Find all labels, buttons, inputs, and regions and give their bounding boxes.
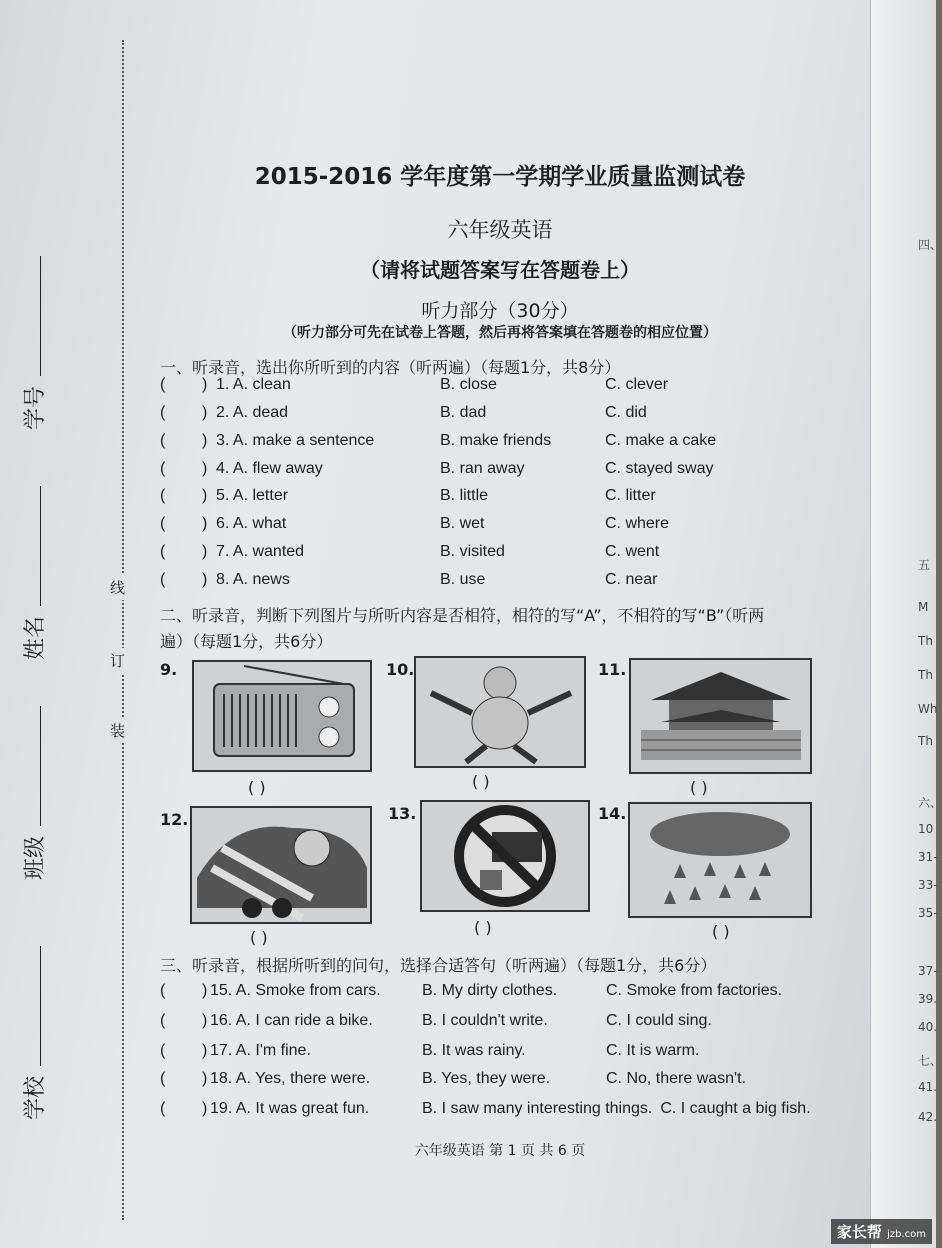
answer-blank[interactable]: (	[160, 487, 166, 504]
option-a: 17. A. I'm fine.	[210, 1042, 311, 1059]
option-c: C. I could sing.	[606, 1012, 712, 1029]
rain-cloud-icon	[628, 802, 812, 918]
name-blank[interactable]	[27, 486, 41, 606]
answer-blank[interactable]: (	[160, 1012, 166, 1029]
next-page-fragment: 33-	[918, 878, 938, 892]
option-a: 4. A. flew away	[216, 460, 323, 477]
option-b: B. dad	[440, 404, 487, 421]
picture-number: 14.	[598, 804, 627, 823]
next-page-fragment: 五	[918, 558, 931, 572]
next-page-fragment: Th	[918, 734, 933, 748]
answer-blank[interactable]: ( )	[712, 922, 730, 941]
question-row	[160, 404, 655, 422]
option-c: C. went	[605, 543, 660, 560]
question-row	[160, 1012, 720, 1030]
answer-blank-close: )	[202, 1100, 208, 1117]
page-footer: 六年级英语 第 1 页 共 6 页	[414, 1143, 586, 1159]
option-a: 16. A. I can ride a bike.	[210, 1012, 373, 1029]
question-row	[160, 515, 677, 533]
option-b: B. It was rainy.	[422, 1042, 526, 1059]
watermark-site: jzb.com	[887, 1229, 926, 1240]
answer-blank-close: )	[202, 404, 208, 421]
binding-mark: 线	[110, 575, 125, 600]
no-littering-icon	[420, 800, 590, 912]
answer-blank-close: )	[202, 515, 208, 532]
question-row	[160, 460, 721, 478]
student-id-blank[interactable]	[27, 256, 41, 376]
answer-blank[interactable]: ( )	[472, 772, 490, 791]
watermark-brand: 家长帮	[836, 1223, 882, 1241]
answer-blank[interactable]: (	[160, 376, 166, 393]
next-page-fragment: Th	[918, 668, 933, 682]
next-page-fragment: Wh	[918, 702, 938, 716]
answer-blank-close: )	[202, 432, 208, 449]
radio-icon	[192, 660, 372, 772]
answer-blank[interactable]: ( )	[690, 778, 708, 797]
option-c: C. stayed sway	[605, 460, 714, 477]
question-row	[160, 571, 665, 589]
next-page-fragment: 42.	[918, 1110, 938, 1124]
part-title: 听力部分（30分）	[421, 300, 579, 322]
answer-blank[interactable]: (	[160, 1100, 166, 1117]
binding-mark: 装	[110, 718, 125, 743]
answer-blank[interactable]: (	[160, 460, 166, 477]
class-label: 班级	[23, 835, 48, 880]
answer-blank[interactable]: (	[160, 571, 166, 588]
option-b: B. I saw many interesting things.	[422, 1100, 653, 1117]
option-b: B. I couldn't write.	[422, 1012, 548, 1029]
option-a: 19. A. It was great fun.	[210, 1100, 370, 1117]
next-page-fragment: 六、	[918, 796, 942, 810]
next-page-fragment: 31-	[918, 850, 938, 864]
answer-blank-close: )	[202, 571, 208, 588]
option-a: 2. A. dead	[216, 404, 289, 421]
picture-number: 13.	[388, 804, 417, 823]
answer-blank[interactable]: ( )	[248, 778, 266, 797]
picture-number: 12.	[160, 810, 189, 829]
option-c: C. It is warm.	[606, 1042, 700, 1059]
question-row	[160, 1070, 754, 1088]
section3-heading: 三、听录音，根据所听到的问句，选择合适答句（听两遍）（每题1分，共6分）	[160, 956, 717, 975]
answer-blank[interactable]: (	[160, 982, 166, 999]
question-row	[160, 982, 790, 1000]
option-b: B. close	[440, 376, 497, 393]
picture-number: 9.	[160, 660, 178, 679]
question-row	[160, 1042, 707, 1060]
option-a: 6. A. what	[216, 515, 287, 532]
next-page-fragment: 39.	[918, 992, 938, 1006]
swimmer-icon	[414, 656, 586, 768]
option-c: C. I caught a big fish.	[660, 1100, 811, 1117]
exam-title: 2015-2016 学年度第一学期学业质量监测试卷	[254, 164, 746, 190]
next-page-fragment: 10	[918, 822, 934, 836]
option-c: C. near	[605, 571, 658, 588]
option-b: B. Yes, they were.	[422, 1070, 551, 1087]
class-blank[interactable]	[27, 706, 41, 826]
subject-title: 六年级英语	[447, 218, 553, 242]
answer-blank-close: )	[202, 376, 208, 393]
answer-blank-close: )	[202, 460, 208, 477]
next-page-fragment: 七、	[918, 1054, 942, 1068]
answer-blank-close: )	[202, 1070, 208, 1087]
student-id-label: 学号	[23, 385, 48, 430]
next-page-fragment: 41.	[918, 1080, 938, 1094]
next-page-fragment: 四、	[918, 238, 942, 252]
school-label: 学校	[23, 1075, 48, 1120]
question-row	[160, 376, 676, 394]
name-field[interactable]	[18, 486, 49, 660]
answer-blank[interactable]: ( )	[250, 928, 268, 947]
answer-blank[interactable]: (	[160, 515, 166, 532]
option-b: B. use	[440, 571, 486, 588]
picture-number: 11.	[598, 660, 627, 679]
option-c: C. clever	[605, 376, 669, 393]
section1-heading: 一、听录音，选出你所听到的内容（听两遍）（每题1分，共8分）	[160, 358, 621, 377]
option-c: C. No, there wasn't.	[606, 1070, 746, 1087]
part-note: （听力部分可先在试卷上答题，然后再将答案填在答题卷的相应位置）	[283, 325, 717, 341]
binding-dotted-line	[122, 40, 124, 1220]
school-blank[interactable]	[27, 946, 41, 1066]
option-a: 8. A. news	[216, 571, 290, 588]
next-page-fragment: 40.	[918, 1020, 938, 1034]
section2-heading: 二、听录音，判断下列图片与所听内容是否相符，相符的写“A”，不相符的写“B”（听两	[160, 606, 765, 625]
option-c: C. Smoke from factories.	[606, 982, 783, 999]
option-a: 18. A. Yes, there were.	[210, 1070, 371, 1087]
option-a: 15. A. Smoke from cars.	[210, 982, 381, 999]
option-b: B. My dirty clothes.	[422, 982, 558, 999]
answer-blank-close: )	[202, 487, 208, 504]
instruction: （请将试题答案写在答题卷上）	[360, 258, 640, 282]
question-row	[160, 1100, 819, 1118]
answer-blank[interactable]: (	[160, 404, 166, 421]
answer-blank-close: )	[202, 982, 208, 999]
cartoon-icon	[190, 806, 372, 924]
question-row	[160, 543, 667, 561]
option-c: C. make a cake	[605, 432, 717, 449]
picture-number: 10.	[386, 660, 415, 679]
option-b: B. wet	[440, 515, 485, 532]
option-b: B. ran away	[440, 460, 525, 477]
question-row	[160, 432, 724, 450]
palace-icon	[629, 658, 812, 774]
option-c: C. where	[605, 515, 670, 532]
answer-blank[interactable]: (	[160, 1042, 166, 1059]
answer-blank[interactable]: (	[160, 432, 166, 449]
answer-blank[interactable]: (	[160, 543, 166, 560]
question-row	[160, 487, 664, 505]
option-a: 7. A. wanted	[216, 543, 305, 560]
watermark-logo	[831, 1219, 932, 1244]
option-a: 3. A. make a sentence	[216, 432, 375, 449]
student-id-field[interactable]	[18, 256, 49, 430]
answer-blank-close: )	[202, 1012, 208, 1029]
answer-blank-close: )	[202, 543, 208, 560]
option-b: B. make friends	[440, 432, 552, 449]
next-page-fragment: 37-	[918, 964, 938, 978]
section2-heading-cont: 遍）（每题1分，共6分）	[160, 632, 333, 651]
name-label: 姓名	[23, 615, 48, 660]
option-b: B. visited	[440, 543, 505, 560]
answer-blank-close: )	[202, 1042, 208, 1059]
option-c: C. litter	[605, 487, 656, 504]
answer-blank[interactable]: ( )	[474, 918, 492, 937]
binding-mark: 订	[110, 648, 125, 673]
option-c: C. did	[605, 404, 647, 421]
next-page-fragment: M	[918, 600, 929, 614]
next-page-fragment: 35-	[918, 906, 938, 920]
option-a: 5. A. letter	[216, 487, 289, 504]
school-field[interactable]	[18, 946, 49, 1120]
option-a: 1. A. clean	[216, 376, 291, 393]
class-field[interactable]	[18, 706, 49, 880]
answer-blank[interactable]: (	[160, 1070, 166, 1087]
option-b: B. little	[440, 487, 489, 504]
next-page-fragment: Th	[918, 634, 933, 648]
